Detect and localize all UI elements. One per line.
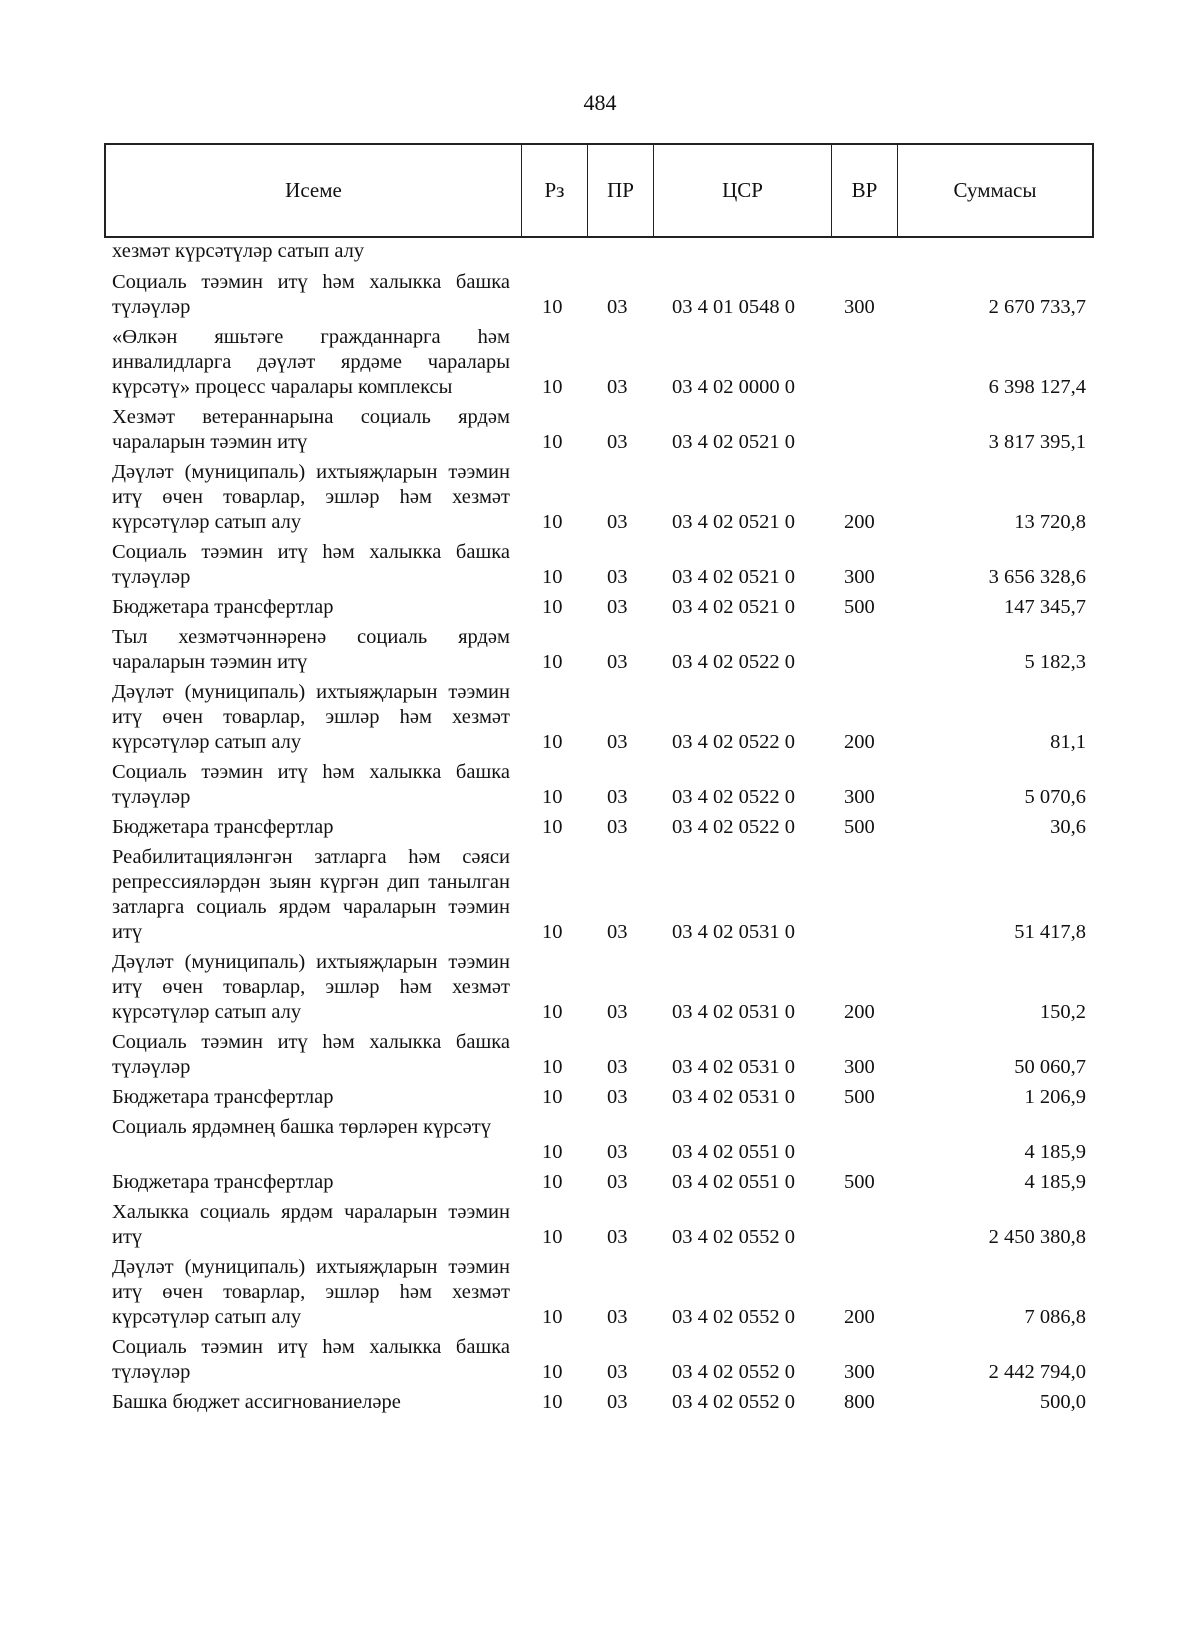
header-pr: ПР — [588, 145, 654, 236]
row-name: Башка бюджет ассигнованиеләре — [112, 1391, 401, 1413]
row-vr: 300 — [844, 786, 875, 808]
row-vr: 300 — [844, 296, 875, 318]
row-sum: 30,6 — [1050, 816, 1086, 838]
row-sum: 7 086,8 — [1024, 1306, 1086, 1328]
row-vr: 500 — [844, 816, 875, 838]
row-pr: 03 — [607, 566, 628, 588]
row-pr: 03 — [607, 1056, 628, 1078]
row-pr: 03 — [607, 1086, 628, 1108]
header-name: Исеме — [106, 145, 522, 236]
row-name: Тыл хезмәтчәннәренә социаль ярдәм чараларын тәэмин итү — [112, 626, 510, 673]
row-sum: 2 442 794,0 — [988, 1361, 1086, 1383]
row-csr: 03 4 02 0531 0 — [672, 1001, 795, 1023]
row-rz: 10 — [542, 1171, 563, 1193]
row-sum: 5 070,6 — [1024, 786, 1086, 808]
header-sum: Суммасы — [953, 178, 1037, 202]
row-name: «Өлкән яшьтәге гражданнарга һәм инвалидларга дәүләт ярдәме чаралары күрсәтү» процесс чаралары комплексы — [112, 326, 510, 398]
row-vr: 500 — [844, 596, 875, 618]
row-rz: 10 — [542, 296, 563, 318]
row-csr: 03 4 02 0531 0 — [672, 921, 795, 943]
row-sum: 6 398 127,4 — [988, 376, 1086, 398]
row-pr: 03 — [607, 1171, 628, 1193]
row-pr: 03 — [607, 1141, 628, 1163]
row-pr: 03 — [607, 596, 628, 618]
row-rz: 10 — [542, 1056, 563, 1078]
row-vr: 200 — [844, 511, 875, 533]
row-pr: 03 — [607, 511, 628, 533]
row-name: Халыкка социаль ярдәм чараларын тәэмин итү — [112, 1201, 510, 1248]
row-csr: 03 4 02 0531 0 — [672, 1086, 795, 1108]
row-pr: 03 — [607, 786, 628, 808]
row-rz: 10 — [542, 921, 563, 943]
row-vr: 200 — [844, 1001, 875, 1023]
row-name: Бюджетара трансфертлар — [112, 1086, 334, 1108]
row-csr: 03 4 01 0548 0 — [672, 296, 795, 318]
row-sum: 147 345,7 — [1004, 596, 1086, 618]
row-name: Социаль тәэмин итү һәм халыкка башка түләүләр — [112, 271, 510, 318]
row-csr: 03 4 02 0531 0 — [672, 1056, 795, 1078]
row-rz: 10 — [542, 1001, 563, 1023]
row-sum: 500,0 — [1039, 1391, 1086, 1413]
row-pr: 03 — [607, 731, 628, 753]
row-rz: 10 — [542, 1361, 563, 1383]
continuation-text: хезмәт күрсәтүләр сатып алу — [112, 240, 365, 262]
row-csr: 03 4 02 0552 0 — [672, 1226, 795, 1248]
row-csr: 03 4 02 0552 0 — [672, 1306, 795, 1328]
row-csr: 03 4 02 0522 0 — [672, 816, 795, 838]
row-pr: 03 — [607, 1361, 628, 1383]
row-csr: 03 4 02 0521 0 — [672, 566, 795, 588]
row-csr: 03 4 02 0522 0 — [672, 731, 795, 753]
row-sum: 13 720,8 — [1014, 511, 1086, 533]
row-vr: 300 — [844, 1056, 875, 1078]
row-sum: 50 060,7 — [1014, 1056, 1086, 1078]
row-name: Бюджетара трансфертлар — [112, 1171, 334, 1193]
row-pr: 03 — [607, 1001, 628, 1023]
row-pr: 03 — [607, 651, 628, 673]
row-csr: 03 4 02 0551 0 — [672, 1171, 795, 1193]
row-vr: 300 — [844, 566, 875, 588]
row-rz: 10 — [542, 786, 563, 808]
row-sum: 3 817 395,1 — [988, 431, 1086, 453]
row-csr: 03 4 02 0552 0 — [672, 1361, 795, 1383]
row-pr: 03 — [607, 376, 628, 398]
row-sum: 2 670 733,7 — [988, 296, 1086, 318]
row-vr: 200 — [844, 1306, 875, 1328]
row-name: Бюджетара трансфертлар — [112, 596, 334, 618]
row-pr: 03 — [607, 431, 628, 453]
row-name: Социаль тәэмин итү һәм халыкка башка түләүләр — [112, 1031, 510, 1078]
row-name: Реабилитацияләнгән затларга һәм сәяси репрессияләрдән зыян күргән дип танылган затларга социаль ярдәм чараларын тәэмин итү — [112, 846, 510, 943]
row-name: Бюджетара трансфертлар — [112, 816, 334, 838]
header-vr: ВР — [832, 145, 898, 236]
row-name: Дәүләт (муниципаль) ихтыяҗларын тәэмин итү өчен товарлар, эшләр һәм хезмәт күрсәтүләр сатып алу — [112, 681, 510, 753]
row-pr: 03 — [607, 296, 628, 318]
row-csr: 03 4 02 0521 0 — [672, 511, 795, 533]
row-rz: 10 — [542, 376, 563, 398]
row-name: Дәүләт (муниципаль) ихтыяҗларын тәэмин итү өчен товарлар, эшләр һәм хезмәт күрсәтүләр сатып алу — [112, 461, 510, 533]
row-sum: 3 656 328,6 — [988, 566, 1086, 588]
row-vr: 500 — [844, 1086, 875, 1108]
row-csr: 03 4 02 0521 0 — [672, 596, 795, 618]
row-sum: 81,1 — [1050, 731, 1086, 753]
row-sum: 5 182,3 — [1024, 651, 1086, 673]
row-pr: 03 — [607, 1306, 628, 1328]
row-rz: 10 — [542, 511, 563, 533]
table-header — [104, 143, 1094, 238]
row-sum: 1 206,9 — [1024, 1086, 1086, 1108]
row-name: Дәүләт (муниципаль) ихтыяҗларын тәэмин итү өчен товарлар, эшләр һәм хезмәт күрсәтүләр сатып алу — [112, 951, 510, 1023]
row-sum: 4 185,9 — [1024, 1171, 1086, 1193]
row-sum: 2 450 380,8 — [988, 1226, 1086, 1248]
row-rz: 10 — [542, 596, 563, 618]
row-name: Социаль тәэмин итү һәм халыкка башка түләүләр — [112, 1336, 510, 1383]
row-rz: 10 — [542, 816, 563, 838]
row-vr: 200 — [844, 731, 875, 753]
row-name: Дәүләт (муниципаль) ихтыяҗларын тәэмин итү өчен товарлар, эшләр һәм хезмәт күрсәтүләр сатып алу — [112, 1256, 510, 1328]
row-name: Социаль ярдәмнең башка төрләрен күрсәтү — [112, 1116, 491, 1138]
row-csr: 03 4 02 0521 0 — [672, 431, 795, 453]
row-name: Социаль тәэмин итү һәм халыкка башка түләүләр — [112, 541, 510, 588]
row-rz: 10 — [542, 731, 563, 753]
row-name: Социаль тәэмин итү һәм халыкка башка түләүләр — [112, 761, 510, 808]
row-rz: 10 — [542, 651, 563, 673]
row-rz: 10 — [542, 1306, 563, 1328]
header-csr: ЦСР — [654, 145, 832, 236]
row-vr: 500 — [844, 1171, 875, 1193]
row-pr: 03 — [607, 921, 628, 943]
row-csr: 03 4 02 0551 0 — [672, 1141, 795, 1163]
row-sum: 4 185,9 — [1024, 1141, 1086, 1163]
row-csr: 03 4 02 0000 0 — [672, 376, 795, 398]
row-csr: 03 4 02 0522 0 — [672, 786, 795, 808]
row-sum: 51 417,8 — [1014, 921, 1086, 943]
row-rz: 10 — [542, 1226, 563, 1248]
row-rz: 10 — [542, 1086, 563, 1108]
row-name: Хезмәт ветераннарына социаль ярдәм чараларын тәэмин итү — [112, 406, 510, 453]
row-rz: 10 — [542, 431, 563, 453]
row-csr: 03 4 02 0522 0 — [672, 651, 795, 673]
row-pr: 03 — [607, 1391, 628, 1413]
row-vr: 800 — [844, 1391, 875, 1413]
row-rz: 10 — [542, 566, 563, 588]
header-rz: Рз — [522, 145, 588, 236]
row-rz: 10 — [542, 1391, 563, 1413]
row-rz: 10 — [542, 1141, 563, 1163]
row-pr: 03 — [607, 816, 628, 838]
row-pr: 03 — [607, 1226, 628, 1248]
row-csr: 03 4 02 0552 0 — [672, 1391, 795, 1413]
row-sum: 150,2 — [1039, 1001, 1086, 1023]
row-vr: 300 — [844, 1361, 875, 1383]
page-number: 484 — [583, 90, 617, 115]
